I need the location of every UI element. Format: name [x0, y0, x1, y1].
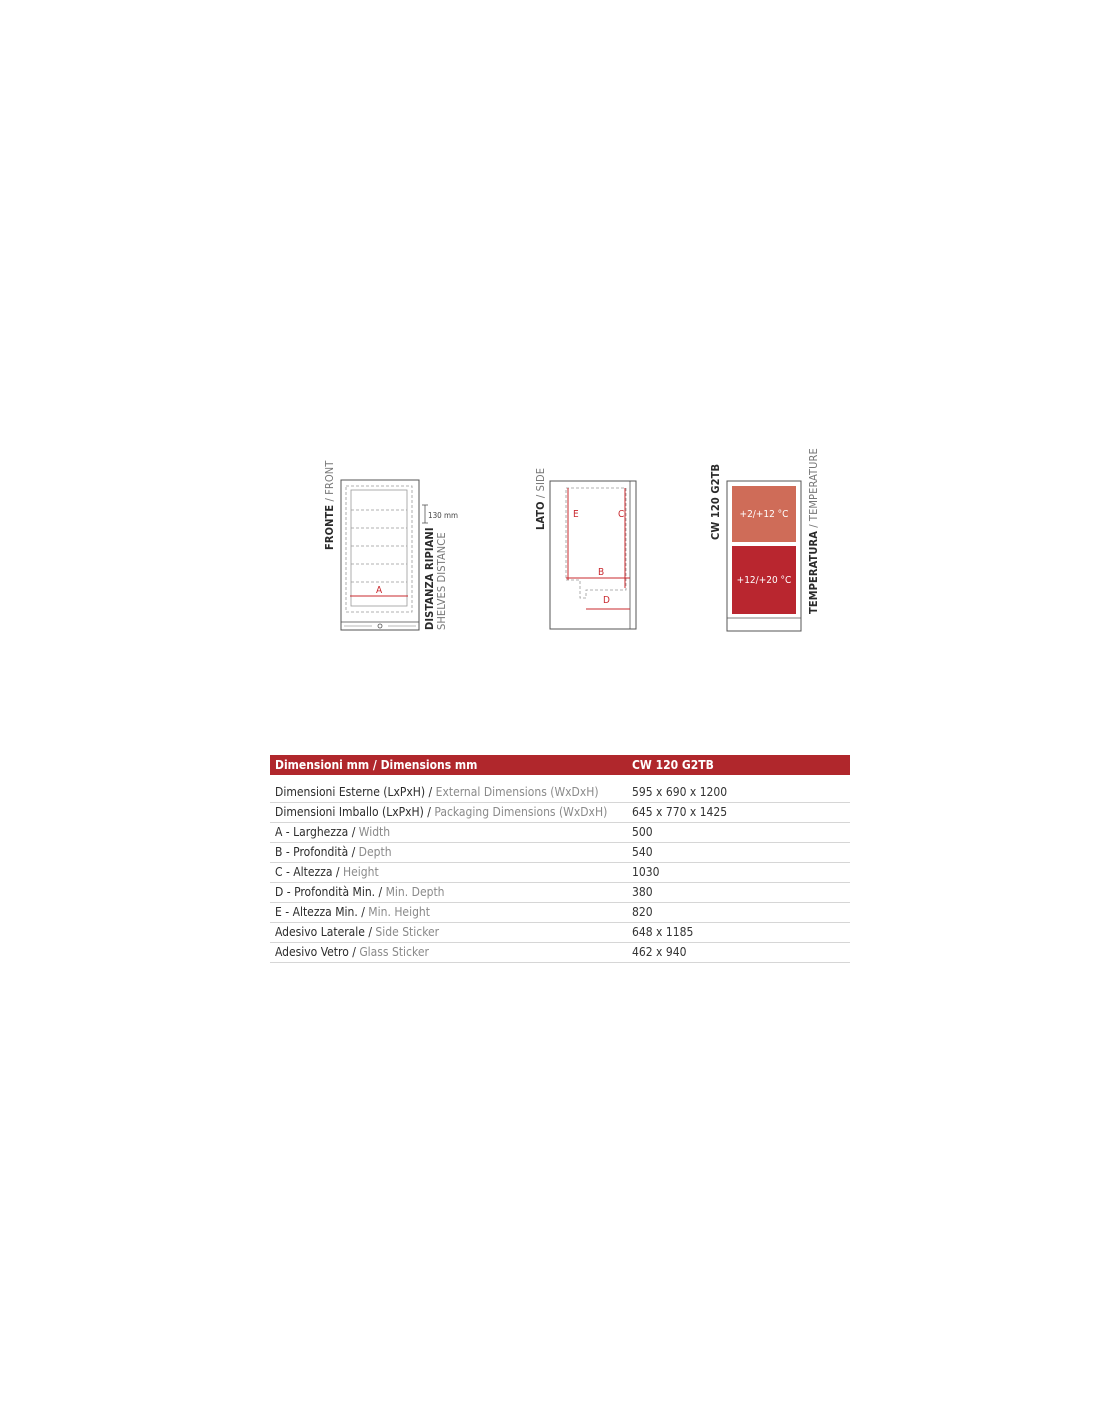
- row-label-en: Min. Height: [368, 905, 431, 919]
- table-row: [270, 903, 850, 923]
- row-label-it: B - Profondità /: [275, 845, 359, 859]
- shelves-title-en-label: [436, 532, 448, 630]
- side-title-it: LATO: [534, 501, 547, 530]
- table-row: [270, 863, 850, 883]
- row-label-en: Width: [358, 825, 391, 839]
- side-marker-c: C: [618, 509, 625, 520]
- table-header-model: CW 120 G2TB: [632, 758, 714, 772]
- row-label: [275, 865, 575, 879]
- side-marker-b: B: [598, 567, 605, 578]
- temperature-title-en: TEMPERATURE: [807, 448, 820, 522]
- side-title: LATO / SIDE: [534, 467, 547, 530]
- model-name: CW 120 G2TB: [709, 463, 722, 540]
- row-label-it: Adesivo Laterale /: [275, 925, 376, 939]
- side-marker-e: E: [573, 509, 579, 520]
- row-label: [275, 905, 575, 919]
- table-row: [270, 843, 850, 863]
- table-row: [270, 823, 850, 843]
- table-row: [270, 783, 850, 803]
- front-title-en: FRONT: [323, 460, 336, 495]
- row-label-en: Min. Depth: [385, 885, 445, 899]
- row-value: 462 x 940: [632, 945, 687, 959]
- row-label-it: Dimensioni Imballo (LxPxH) /: [275, 805, 435, 819]
- row-value: 820: [632, 905, 653, 919]
- row-label: [275, 885, 575, 899]
- table-row: [270, 883, 850, 903]
- row-value: 500: [632, 825, 653, 839]
- row-label: [275, 945, 575, 959]
- row-label: [275, 845, 575, 859]
- row-label-it: D - Profondità Min. /: [275, 885, 386, 899]
- row-label: [275, 925, 575, 939]
- side-fridge-drawing: [546, 478, 642, 634]
- temperature-zone-upper-label: +2/+12 °C: [739, 508, 789, 520]
- model-label: [710, 464, 722, 540]
- temperature-zone-lower-label: +12/+20 °C: [736, 574, 792, 586]
- row-value: 380: [632, 885, 653, 899]
- row-label-it: C - Altezza /: [275, 865, 343, 879]
- front-marker-a: A: [376, 585, 383, 596]
- row-label-it: E - Altezza Min. /: [275, 905, 369, 919]
- temperature-zone-lower: [732, 546, 796, 614]
- row-label: [275, 785, 599, 799]
- dimensions-table: [270, 755, 850, 963]
- table-row: [270, 803, 850, 823]
- shelves-title-en: SHELVES DISTANCE: [435, 532, 448, 630]
- temperature-zone-upper: [732, 486, 796, 542]
- shelves-title-it: DISTANZA RIPIANI: [423, 527, 436, 630]
- row-label-en: Height: [343, 865, 379, 879]
- front-fridge-drawing: [336, 476, 426, 634]
- row-label-it: Dimensioni Esterne (LxPxH) /: [275, 785, 436, 799]
- row-value: 540: [632, 845, 653, 859]
- table-header-label: Dimensioni mm / Dimensions mm: [275, 758, 478, 772]
- row-label-en: Depth: [358, 845, 392, 859]
- table-row: [270, 943, 850, 963]
- row-label: [275, 825, 575, 839]
- side-title-en: SIDE: [534, 467, 547, 492]
- table-header: [270, 755, 850, 775]
- table-body: [270, 783, 850, 963]
- row-value: 1030: [632, 865, 660, 879]
- side-marker-d: D: [603, 595, 610, 606]
- table-row: [270, 923, 850, 943]
- row-value: 595 x 690 x 1200: [632, 785, 728, 799]
- temperature-title-it: TEMPERATURA: [807, 531, 820, 614]
- row-label-en: Packaging Dimensions (WxDxH): [434, 805, 608, 819]
- temperature-title: TEMPERATURA / TEMPERATURE: [807, 448, 820, 614]
- row-label-it: A - Larghezza /: [275, 825, 359, 839]
- row-label: [275, 805, 608, 819]
- row-label-en: External Dimensions (WxDxH): [435, 785, 599, 799]
- row-label-en: Glass Sticker: [359, 945, 429, 959]
- front-title-it: FRONTE: [323, 504, 336, 550]
- row-value: 648 x 1185: [632, 925, 694, 939]
- row-label-it: Adesivo Vetro /: [275, 945, 360, 959]
- row-label-en: Side Sticker: [375, 925, 440, 939]
- front-title: FRONTE / FRONT: [323, 460, 336, 550]
- row-value: 645 x 770 x 1425: [632, 805, 728, 819]
- shelf-distance-value: 130 mm: [428, 511, 459, 520]
